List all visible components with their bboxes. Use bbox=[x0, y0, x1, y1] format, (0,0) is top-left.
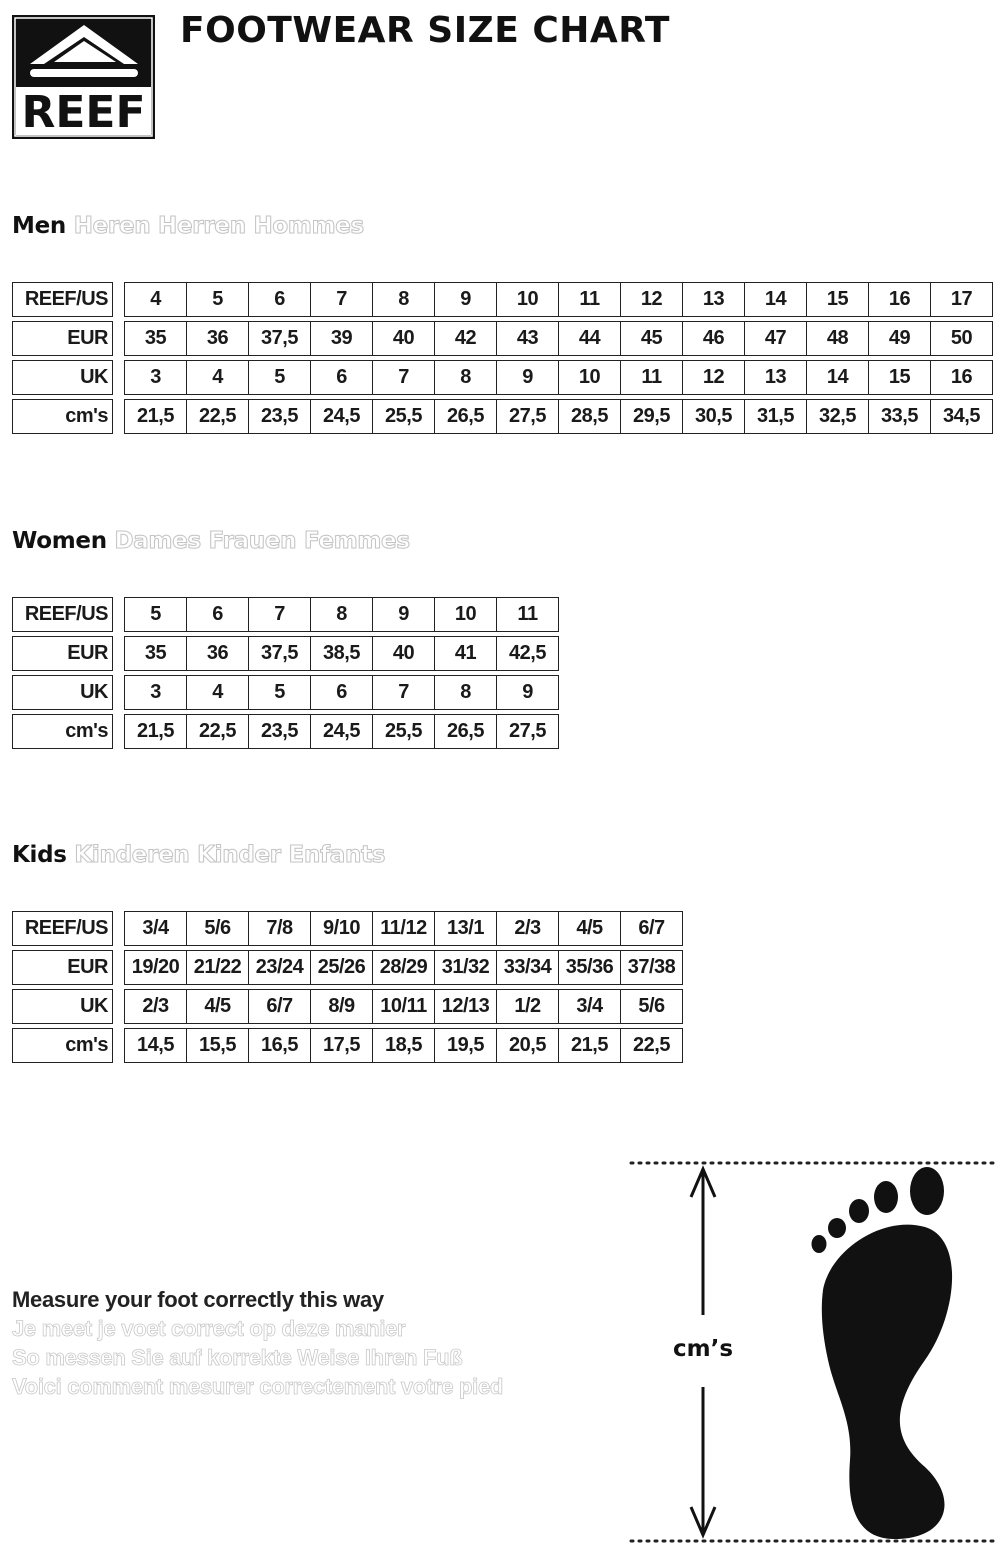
size-cell: 29,5 bbox=[620, 399, 683, 434]
size-cell: 4 bbox=[186, 675, 249, 710]
size-cell: 8 bbox=[434, 675, 497, 710]
size-cell: 8/9 bbox=[310, 989, 373, 1024]
size-cell: 33/34 bbox=[496, 950, 559, 985]
size-cell: 3 bbox=[124, 360, 187, 395]
size-cell: 22,5 bbox=[186, 714, 249, 749]
men-cells-us bbox=[124, 282, 992, 317]
measure-line-en: Measure your foot correctly this way bbox=[12, 1287, 384, 1312]
size-cell: 33,5 bbox=[868, 399, 931, 434]
size-cell: 43 bbox=[496, 321, 559, 356]
size-cell: 2/3 bbox=[496, 911, 559, 946]
size-cell: 47 bbox=[744, 321, 807, 356]
men-section-title bbox=[12, 213, 364, 239]
reef-logo bbox=[12, 15, 155, 139]
size-cell: 15 bbox=[868, 360, 931, 395]
size-cell: 8 bbox=[434, 360, 497, 395]
size-cell: 21,5 bbox=[124, 714, 187, 749]
row-label-cm: cm's bbox=[12, 399, 113, 434]
size-cell: 31,5 bbox=[744, 399, 807, 434]
size-cell: 15,5 bbox=[186, 1028, 249, 1063]
size-cell: 5 bbox=[124, 597, 187, 632]
size-cell: 23,5 bbox=[248, 714, 311, 749]
women-cells-cm bbox=[124, 714, 558, 749]
size-cell: 16,5 bbox=[248, 1028, 311, 1063]
size-cell: 13 bbox=[744, 360, 807, 395]
size-cell: 11 bbox=[620, 360, 683, 395]
size-cell: 4/5 bbox=[558, 911, 621, 946]
size-cell: 20,5 bbox=[496, 1028, 559, 1063]
size-cell: 12 bbox=[682, 360, 745, 395]
kids-title: Kids bbox=[12, 842, 67, 868]
size-cell: 3/4 bbox=[124, 911, 187, 946]
row-label-us: REEF/US bbox=[12, 911, 113, 946]
size-cell: 19,5 bbox=[434, 1028, 497, 1063]
size-cell: 15 bbox=[806, 282, 869, 317]
size-cell: 14,5 bbox=[124, 1028, 187, 1063]
size-cell: 9/10 bbox=[310, 911, 373, 946]
men-cells-uk bbox=[124, 360, 992, 395]
size-cell: 28,5 bbox=[558, 399, 621, 434]
size-cell: 37,5 bbox=[248, 636, 311, 671]
kids-cells-cm bbox=[124, 1028, 682, 1063]
size-cell: 14 bbox=[806, 360, 869, 395]
size-cell: 6 bbox=[186, 597, 249, 632]
size-cell: 10/11 bbox=[372, 989, 435, 1024]
women-cells-eur bbox=[124, 636, 558, 671]
size-cell: 22,5 bbox=[186, 399, 249, 434]
size-cell: 24,5 bbox=[310, 399, 373, 434]
row-label-us: REEF/US bbox=[12, 597, 113, 632]
size-cell: 9 bbox=[496, 360, 559, 395]
size-cell: 11/12 bbox=[372, 911, 435, 946]
page-title: FOOTWEAR SIZE CHART bbox=[180, 10, 670, 51]
size-cell: 10 bbox=[496, 282, 559, 317]
size-cell: 10 bbox=[434, 597, 497, 632]
size-cell: 49 bbox=[868, 321, 931, 356]
reef-logo-text: REEF bbox=[21, 87, 146, 138]
kids-translations: Kinderen Kinder Enfants bbox=[74, 842, 386, 868]
size-cell: 25/26 bbox=[310, 950, 373, 985]
row-label-uk: UK bbox=[12, 989, 113, 1024]
size-cell: 6/7 bbox=[620, 911, 683, 946]
size-cell: 22,5 bbox=[620, 1028, 683, 1063]
size-cell: 21,5 bbox=[558, 1028, 621, 1063]
size-cell: 31/32 bbox=[434, 950, 497, 985]
size-cell: 7 bbox=[372, 360, 435, 395]
size-cell: 30,5 bbox=[682, 399, 745, 434]
size-cell: 6 bbox=[310, 360, 373, 395]
size-cell: 17 bbox=[930, 282, 993, 317]
size-cell: 46 bbox=[682, 321, 745, 356]
size-cell: 4/5 bbox=[186, 989, 249, 1024]
women-translations: Dames Frauen Femmes bbox=[114, 528, 410, 554]
men-cells-eur bbox=[124, 321, 992, 356]
size-cell: 23,5 bbox=[248, 399, 311, 434]
size-cell: 8 bbox=[310, 597, 373, 632]
size-cell: 5 bbox=[248, 675, 311, 710]
size-cell: 9 bbox=[496, 675, 559, 710]
size-cell: 24,5 bbox=[310, 714, 373, 749]
size-cell: 5/6 bbox=[186, 911, 249, 946]
women-cells-us bbox=[124, 597, 558, 632]
size-cell: 2/3 bbox=[124, 989, 187, 1024]
men-translations: Heren Herren Hommes bbox=[73, 213, 364, 239]
size-cell: 13/1 bbox=[434, 911, 497, 946]
size-cell: 6 bbox=[310, 675, 373, 710]
size-cell: 4 bbox=[124, 282, 187, 317]
cm-unit-label: cm’s bbox=[673, 1336, 734, 1362]
size-cell: 44 bbox=[558, 321, 621, 356]
size-cell: 5 bbox=[248, 360, 311, 395]
row-label-cm: cm's bbox=[12, 714, 113, 749]
size-cell: 14 bbox=[744, 282, 807, 317]
size-cell: 35 bbox=[124, 636, 187, 671]
kids-section-title bbox=[12, 842, 385, 868]
size-cell: 26,5 bbox=[434, 714, 497, 749]
row-label-eur: EUR bbox=[12, 321, 113, 356]
size-cell: 7 bbox=[372, 675, 435, 710]
size-cell: 23/24 bbox=[248, 950, 311, 985]
size-cell: 3/4 bbox=[558, 989, 621, 1024]
size-cell: 21/22 bbox=[186, 950, 249, 985]
size-cell: 4 bbox=[186, 360, 249, 395]
size-cell: 27,5 bbox=[496, 714, 559, 749]
size-cell: 6/7 bbox=[248, 989, 311, 1024]
kids-cells-uk bbox=[124, 989, 682, 1024]
size-cell: 1/2 bbox=[496, 989, 559, 1024]
measure-line-nl: Je meet je voet correct op deze manier bbox=[12, 1316, 406, 1341]
size-cell: 16 bbox=[868, 282, 931, 317]
size-cell: 8 bbox=[372, 282, 435, 317]
measure-instructions bbox=[12, 1285, 503, 1401]
size-cell: 3 bbox=[124, 675, 187, 710]
size-cell: 42 bbox=[434, 321, 497, 356]
size-cell: 9 bbox=[434, 282, 497, 317]
size-cell: 37/38 bbox=[620, 950, 683, 985]
size-cell: 36 bbox=[186, 636, 249, 671]
size-cell: 7 bbox=[248, 597, 311, 632]
size-cell: 34,5 bbox=[930, 399, 993, 434]
size-cell: 7/8 bbox=[248, 911, 311, 946]
size-cell: 48 bbox=[806, 321, 869, 356]
size-cell: 13 bbox=[682, 282, 745, 317]
size-cell: 19/20 bbox=[124, 950, 187, 985]
size-cell: 40 bbox=[372, 321, 435, 356]
size-cell: 11 bbox=[496, 597, 559, 632]
measure-line-fr: Voici comment mesurer correctement votre pied bbox=[12, 1374, 504, 1399]
row-label-eur: EUR bbox=[12, 636, 113, 671]
size-cell: 28/29 bbox=[372, 950, 435, 985]
size-cell: 35 bbox=[124, 321, 187, 356]
size-cell: 9 bbox=[372, 597, 435, 632]
size-cell: 12/13 bbox=[434, 989, 497, 1024]
size-cell: 18,5 bbox=[372, 1028, 435, 1063]
row-label-eur: EUR bbox=[12, 950, 113, 985]
size-cell: 45 bbox=[620, 321, 683, 356]
size-cell: 40 bbox=[372, 636, 435, 671]
size-cell: 5 bbox=[186, 282, 249, 317]
measure-line-de: So messen Sie auf korrekte Weise Ihren Fuß bbox=[12, 1345, 463, 1370]
size-cell: 39 bbox=[310, 321, 373, 356]
size-cell: 38,5 bbox=[310, 636, 373, 671]
size-cell: 17,5 bbox=[310, 1028, 373, 1063]
men-cells-cm bbox=[124, 399, 992, 434]
size-cell: 32,5 bbox=[806, 399, 869, 434]
size-cell: 11 bbox=[558, 282, 621, 317]
foot-icon bbox=[812, 1167, 953, 1539]
women-title: Women bbox=[12, 528, 107, 554]
row-label-cm: cm's bbox=[12, 1028, 113, 1063]
size-cell: 16 bbox=[930, 360, 993, 395]
women-cells-uk bbox=[124, 675, 558, 710]
women-section-title bbox=[12, 528, 410, 554]
size-cell: 5/6 bbox=[620, 989, 683, 1024]
row-label-us: REEF/US bbox=[12, 282, 113, 317]
size-cell: 50 bbox=[930, 321, 993, 356]
size-cell: 10 bbox=[558, 360, 621, 395]
men-title: Men bbox=[12, 213, 66, 239]
size-cell: 6 bbox=[248, 282, 311, 317]
size-cell: 41 bbox=[434, 636, 497, 671]
size-cell: 21,5 bbox=[124, 399, 187, 434]
kids-cells-us bbox=[124, 911, 682, 946]
size-cell: 26,5 bbox=[434, 399, 497, 434]
size-cell: 25,5 bbox=[372, 714, 435, 749]
size-cell: 25,5 bbox=[372, 399, 435, 434]
size-cell: 27,5 bbox=[496, 399, 559, 434]
size-cell: 42,5 bbox=[496, 636, 559, 671]
row-label-uk: UK bbox=[12, 360, 113, 395]
row-label-uk: UK bbox=[12, 675, 113, 710]
size-cell: 35/36 bbox=[558, 950, 621, 985]
size-cell: 12 bbox=[620, 282, 683, 317]
size-cell: 36 bbox=[186, 321, 249, 356]
kids-cells-eur bbox=[124, 950, 682, 985]
size-cell: 7 bbox=[310, 282, 373, 317]
size-cell: 37,5 bbox=[248, 321, 311, 356]
